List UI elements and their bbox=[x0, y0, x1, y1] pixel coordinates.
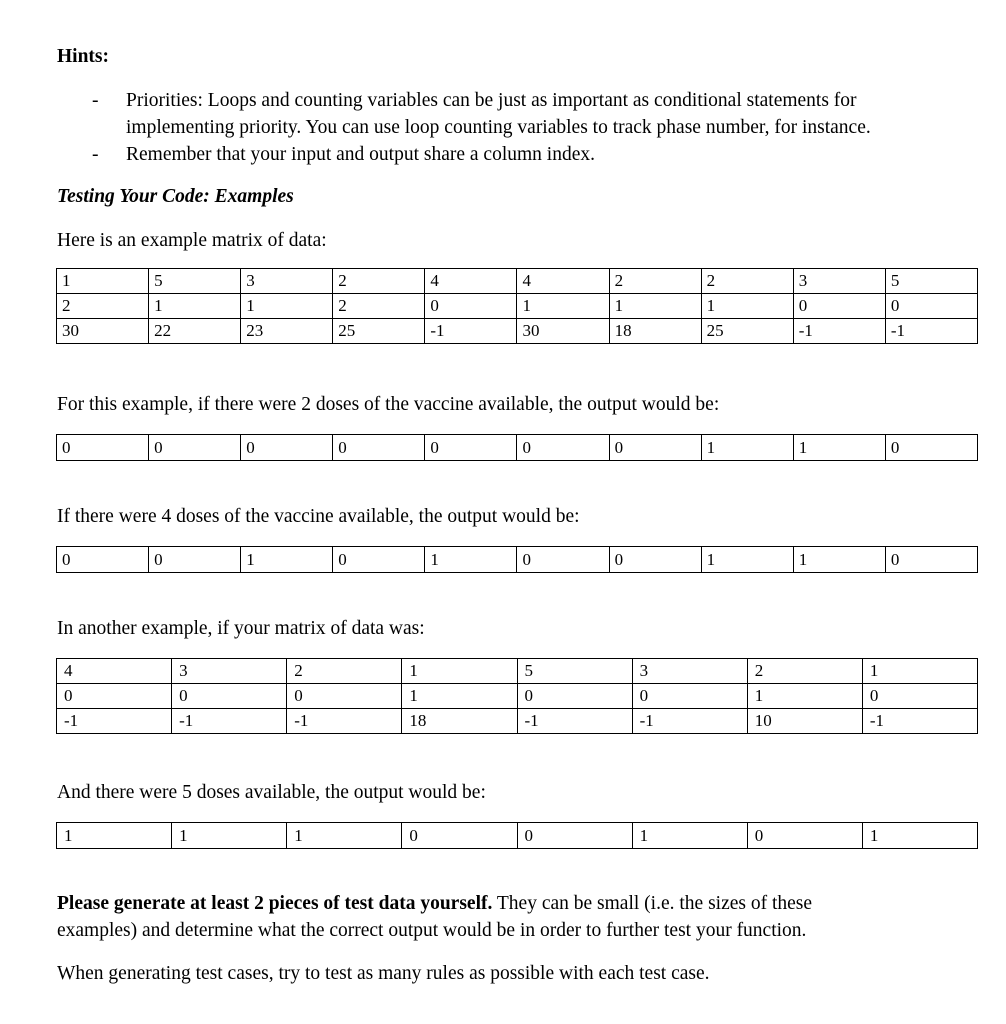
output-cell: 0 bbox=[149, 547, 241, 573]
output-cell: 1 bbox=[287, 823, 402, 849]
matrix-cell: 0 bbox=[287, 684, 402, 709]
matrix-cell: 1 bbox=[701, 294, 793, 319]
matrix-cell: 2 bbox=[57, 294, 149, 319]
matrix-cell: 30 bbox=[517, 319, 609, 344]
output-cell: 0 bbox=[333, 435, 425, 461]
output-cell: 0 bbox=[609, 547, 701, 573]
output-cell: 0 bbox=[425, 435, 517, 461]
matrix-cell: 2 bbox=[333, 269, 425, 294]
table-row bbox=[57, 823, 978, 849]
matrix-cell: 3 bbox=[632, 659, 747, 684]
output-cell: 0 bbox=[747, 823, 862, 849]
matrix-cell: 1 bbox=[747, 684, 862, 709]
output-cell: 0 bbox=[333, 547, 425, 573]
closing-paragraph-line1 bbox=[57, 893, 812, 915]
matrix-cell: 2 bbox=[701, 269, 793, 294]
matrix-cell: 5 bbox=[149, 269, 241, 294]
output-cell: 0 bbox=[885, 547, 977, 573]
output-table-5-doses bbox=[56, 822, 978, 849]
matrix-cell: 2 bbox=[747, 659, 862, 684]
output-cell: 0 bbox=[241, 435, 333, 461]
matrix-cell: 1 bbox=[517, 294, 609, 319]
table-row bbox=[57, 319, 978, 344]
matrix-cell: 0 bbox=[885, 294, 977, 319]
intro-text: Here is an example matrix of data: bbox=[57, 230, 327, 251]
hint-line: Remember that your input and output share a column index. bbox=[126, 144, 595, 165]
text-another-example: In another example, if your matrix of data was: bbox=[57, 618, 425, 639]
output-cell: 0 bbox=[149, 435, 241, 461]
matrix-cell: 3 bbox=[172, 659, 287, 684]
matrix-cell: 4 bbox=[57, 659, 172, 684]
matrix-cell: -1 bbox=[632, 709, 747, 734]
table-row bbox=[57, 684, 978, 709]
matrix-cell: 18 bbox=[402, 709, 517, 734]
matrix-cell: -1 bbox=[885, 319, 977, 344]
output-cell: 0 bbox=[885, 435, 977, 461]
matrix-cell: 25 bbox=[701, 319, 793, 344]
table-row bbox=[57, 709, 978, 734]
matrix-cell: 23 bbox=[241, 319, 333, 344]
table-row bbox=[57, 269, 978, 294]
matrix-cell: 25 bbox=[333, 319, 425, 344]
matrix-cell: -1 bbox=[862, 709, 977, 734]
hints-title: Hints: bbox=[57, 46, 110, 67]
output-cell: 1 bbox=[425, 547, 517, 573]
data-matrix-1 bbox=[56, 268, 978, 344]
output-cell: 1 bbox=[701, 435, 793, 461]
matrix-cell: 30 bbox=[57, 319, 149, 344]
hint-line: implementing priority. You can use loop counting variables to track phase number, for instance. bbox=[126, 117, 871, 138]
matrix-cell: 0 bbox=[425, 294, 517, 319]
matrix-cell: 10 bbox=[747, 709, 862, 734]
output-cell: 1 bbox=[793, 435, 885, 461]
matrix-cell: 0 bbox=[517, 684, 632, 709]
output-cell: 0 bbox=[609, 435, 701, 461]
matrix-cell: -1 bbox=[287, 709, 402, 734]
output-cell: 1 bbox=[172, 823, 287, 849]
matrix-cell: 1 bbox=[57, 269, 149, 294]
matrix-cell: 2 bbox=[287, 659, 402, 684]
output-cell: 0 bbox=[517, 823, 632, 849]
matrix-cell: 1 bbox=[862, 659, 977, 684]
matrix-cell: 3 bbox=[793, 269, 885, 294]
matrix-cell: 5 bbox=[885, 269, 977, 294]
table-row bbox=[57, 547, 978, 573]
output-cell: 1 bbox=[241, 547, 333, 573]
output-cell: 1 bbox=[862, 823, 977, 849]
output-cell: 1 bbox=[632, 823, 747, 849]
text-5-doses: And there were 5 doses available, the output would be: bbox=[57, 782, 486, 803]
matrix-cell: -1 bbox=[172, 709, 287, 734]
matrix-cell: 2 bbox=[333, 294, 425, 319]
output-cell: 0 bbox=[517, 547, 609, 573]
bullet-dash: - bbox=[92, 90, 99, 111]
output-cell: 0 bbox=[57, 435, 149, 461]
matrix-cell: 0 bbox=[862, 684, 977, 709]
matrix-cell: 2 bbox=[609, 269, 701, 294]
data-matrix-2 bbox=[56, 658, 978, 734]
matrix-cell: 0 bbox=[172, 684, 287, 709]
table-row bbox=[57, 659, 978, 684]
matrix-cell: -1 bbox=[793, 319, 885, 344]
text-4-doses: If there were 4 doses of the vaccine available, the output would be: bbox=[57, 506, 580, 527]
matrix-cell: -1 bbox=[425, 319, 517, 344]
text-2-doses: For this example, if there were 2 doses of the vaccine available, the output would be: bbox=[57, 394, 720, 415]
matrix-cell: -1 bbox=[517, 709, 632, 734]
section-heading: Testing Your Code: Examples bbox=[57, 186, 294, 207]
output-cell: 1 bbox=[701, 547, 793, 573]
closing-paragraph-line2: examples) and determine what the correct output would be in order to further test your function. bbox=[57, 920, 807, 941]
output-cell: 0 bbox=[517, 435, 609, 461]
output-cell: 1 bbox=[57, 823, 172, 849]
closing-paragraph-line3: When generating test cases, try to test as many rules as possible with each test case. bbox=[57, 963, 710, 984]
table-row bbox=[57, 435, 978, 461]
bullet-dash: - bbox=[92, 144, 99, 165]
matrix-cell: 3 bbox=[241, 269, 333, 294]
matrix-cell: 0 bbox=[793, 294, 885, 319]
output-cell: 0 bbox=[402, 823, 517, 849]
closing-bold-text: Please generate at least 2 pieces of test data yourself. bbox=[57, 893, 493, 914]
matrix-cell: 1 bbox=[609, 294, 701, 319]
matrix-cell: 4 bbox=[425, 269, 517, 294]
output-cell: 0 bbox=[57, 547, 149, 573]
hint-line: Priorities: Loops and counting variables can be just as important as conditional statements for bbox=[126, 90, 857, 111]
matrix-cell: 1 bbox=[241, 294, 333, 319]
matrix-cell: -1 bbox=[57, 709, 172, 734]
matrix-cell: 22 bbox=[149, 319, 241, 344]
output-table-4-doses bbox=[56, 546, 978, 573]
matrix-cell: 4 bbox=[517, 269, 609, 294]
matrix-cell: 18 bbox=[609, 319, 701, 344]
matrix-cell: 1 bbox=[149, 294, 241, 319]
matrix-cell: 5 bbox=[517, 659, 632, 684]
closing-rest-text: They can be small (i.e. the sizes of these bbox=[492, 893, 813, 914]
matrix-cell: 0 bbox=[632, 684, 747, 709]
matrix-cell: 0 bbox=[57, 684, 172, 709]
output-cell: 1 bbox=[793, 547, 885, 573]
matrix-cell: 1 bbox=[402, 659, 517, 684]
output-table-2-doses bbox=[56, 434, 978, 461]
table-row bbox=[57, 294, 978, 319]
matrix-cell: 1 bbox=[402, 684, 517, 709]
